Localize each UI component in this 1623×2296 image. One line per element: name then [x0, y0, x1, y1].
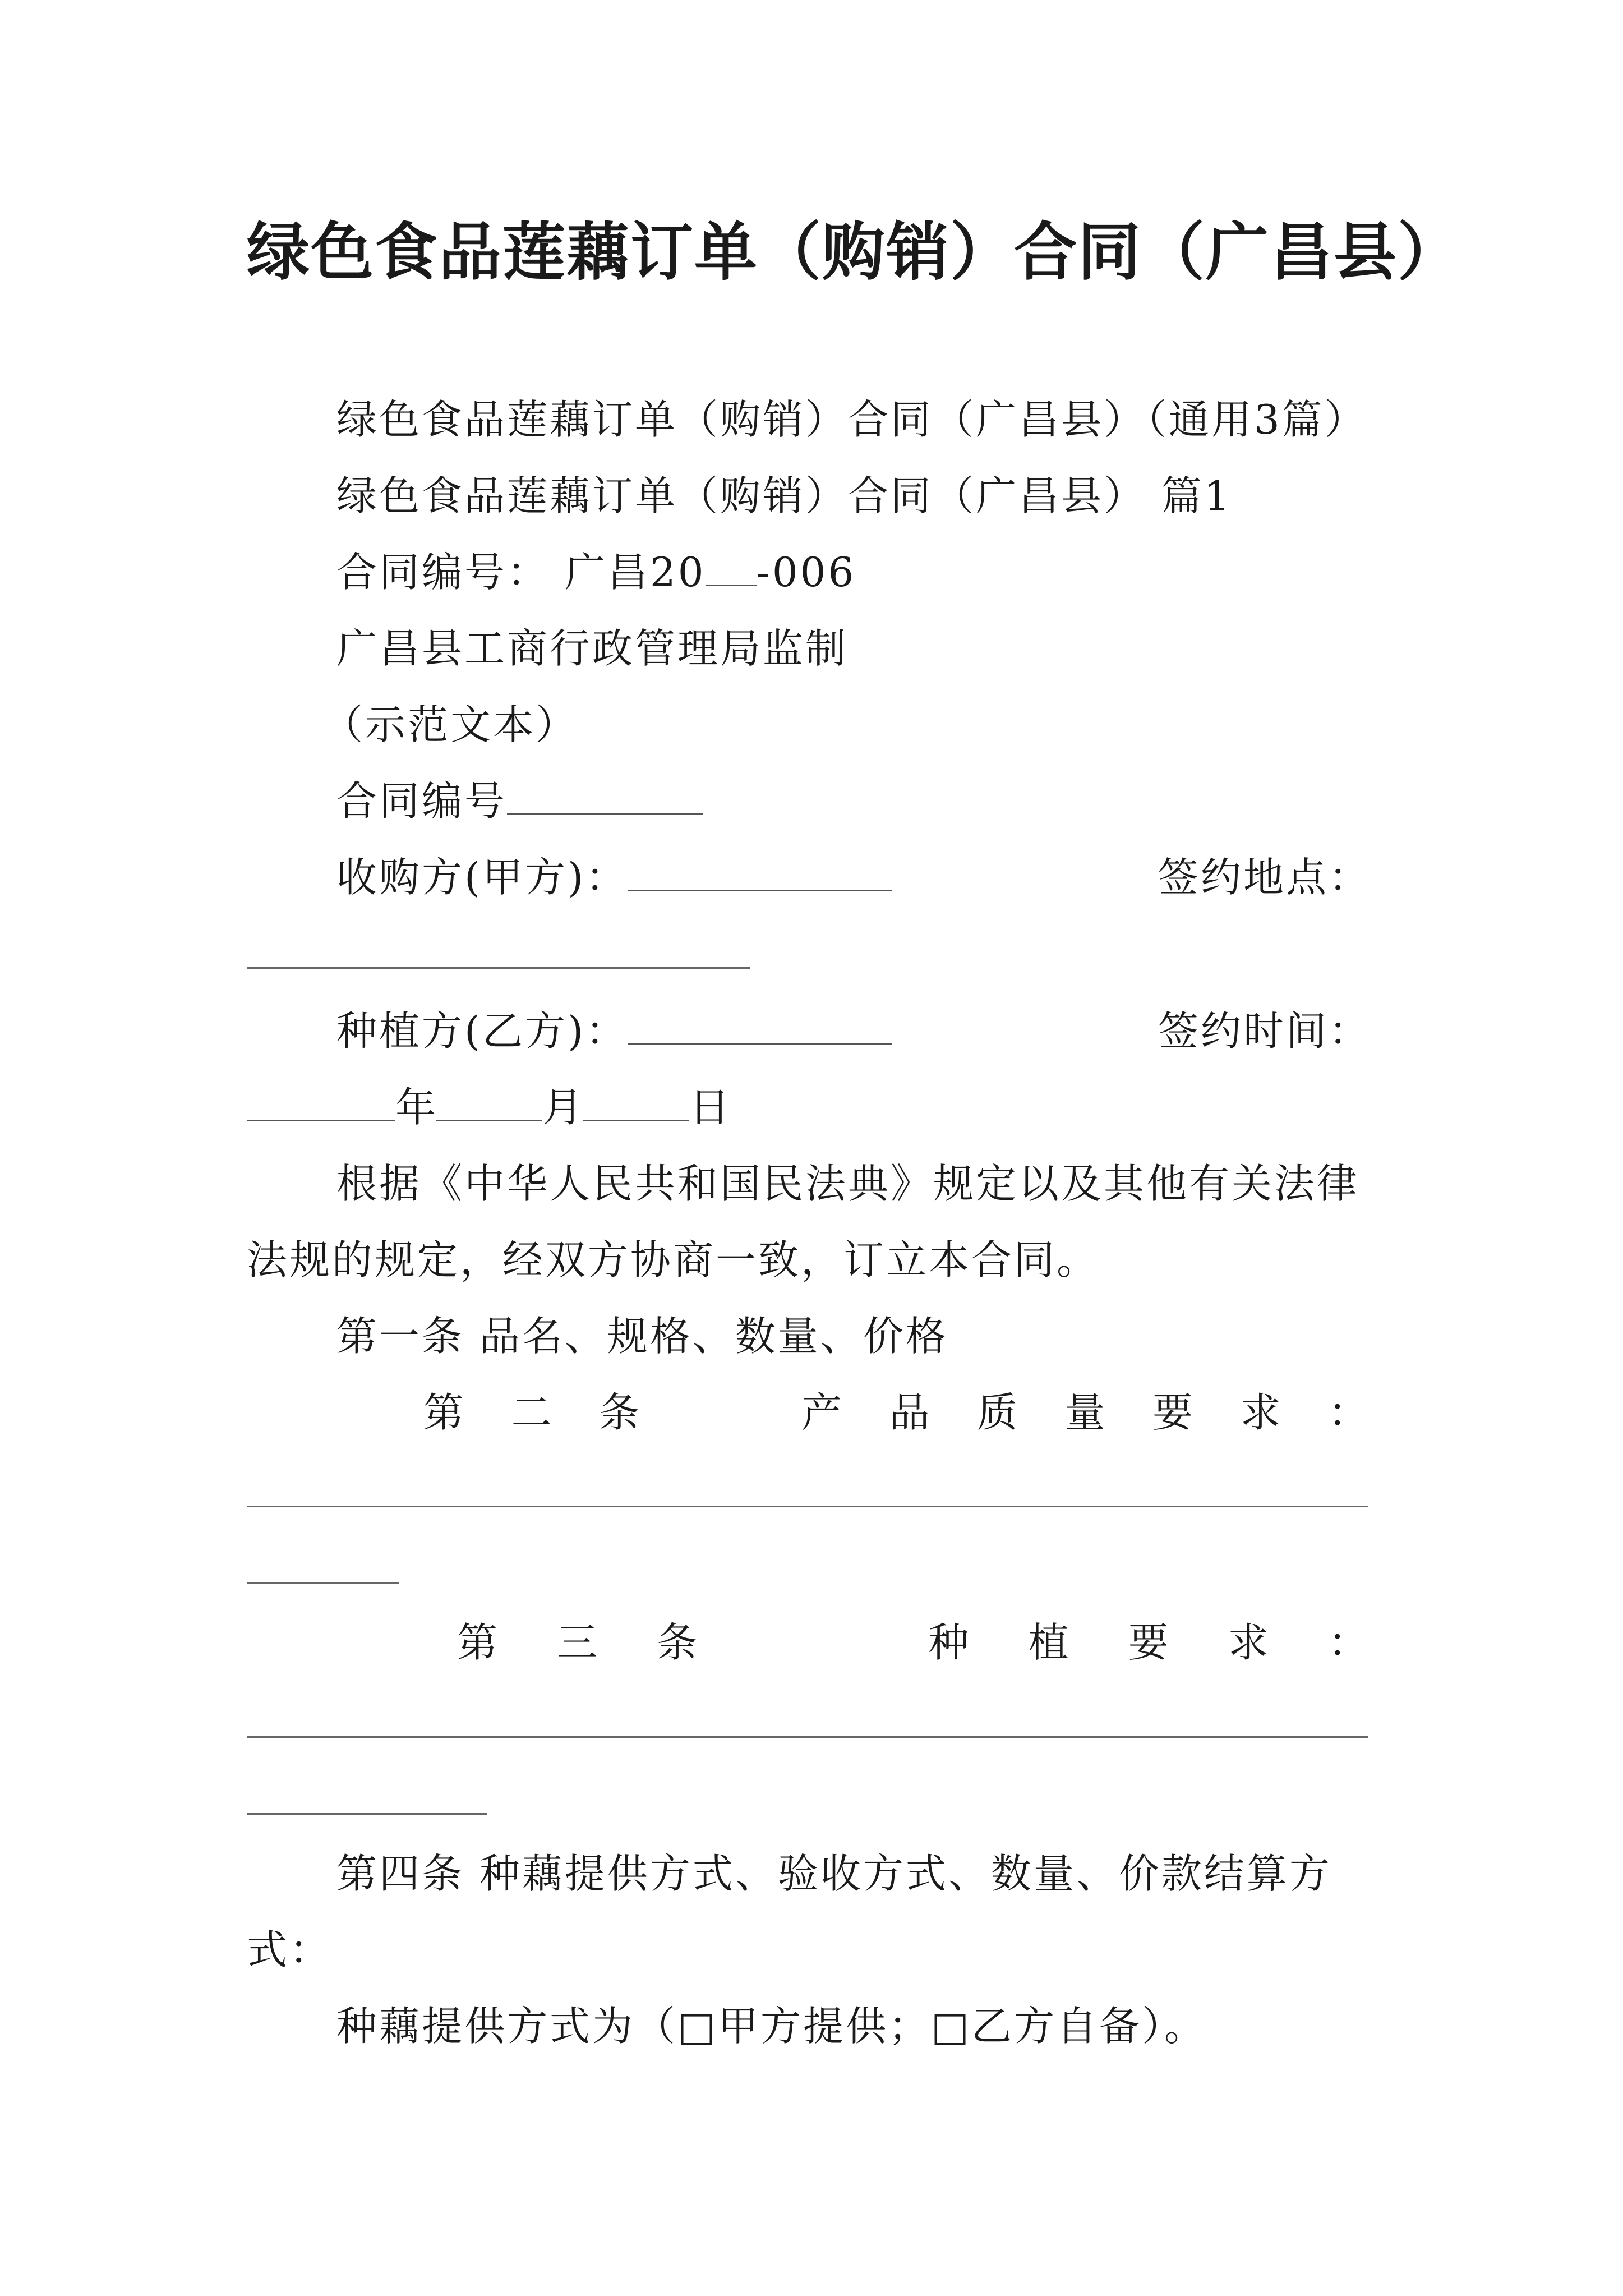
article-2-char: 品 [889, 1389, 930, 1436]
article-1-heading: 第一条 品名、规格、数量、价格 [336, 1313, 948, 1360]
article-2-blank [247, 1506, 1368, 1507]
contract-number-field [336, 769, 703, 827]
article-3-char: 种 [928, 1619, 969, 1666]
article-3-char: 条 [657, 1619, 698, 1666]
article-2-char: 求 [1240, 1389, 1281, 1436]
paragraph-line: 法规的规定，经双方协商一致，订立本合同。 [247, 1236, 1100, 1283]
section-heading: 绿色食品莲藕订单（购销）合同（广昌县） 篇1 [336, 472, 1232, 519]
article-3-gap [757, 1610, 869, 1668]
subtitle-line: 绿色食品莲藕订单（购销）合同（广昌县）（通用3篇） [336, 396, 1367, 443]
article-4-heading: 第四条 种藕提供方式、验收方式、数量、价款结算方 [336, 1850, 1332, 1897]
article-2-char: ： [1327, 1389, 1368, 1436]
paragraph-line: 根据《中华人民共和国民法典》规定以及其他有关法律 [336, 1160, 1360, 1207]
article-2-char: 二 [511, 1389, 552, 1436]
contract-number-field-label: 合同编号 [336, 777, 508, 825]
buyer-blank [628, 852, 892, 891]
article-2-gap [687, 1380, 754, 1438]
day-label: 日 [689, 1084, 730, 1131]
article-3-char: 植 [1028, 1619, 1069, 1666]
contract-number-blank [706, 546, 757, 586]
grower-label: 种植方(乙方)： [336, 1007, 629, 1055]
article-3-char: 求 [1228, 1619, 1269, 1666]
article-3-char: 三 [557, 1619, 598, 1666]
grower-line [336, 999, 892, 1057]
sign-date-line [247, 1075, 730, 1133]
article-2-char: 量 [1064, 1389, 1105, 1436]
contract-number-field-blank [507, 775, 703, 815]
contract-number-label: 合同编号： 广昌20 [336, 549, 706, 596]
article-2-char: 要 [1152, 1389, 1193, 1436]
month-label: 月 [542, 1084, 583, 1131]
sign-place-label: 签约地点： [1158, 854, 1372, 901]
buyer-line [336, 845, 892, 903]
paragraph-line: 种藕提供方式为（□甲方提供；□乙方自备）。 [336, 2003, 1207, 2050]
contract-number-suffix: -006 [756, 549, 856, 596]
sign-time-label: 签约时间： [1158, 1007, 1372, 1055]
year-blank [247, 1082, 395, 1121]
sample-text-line: （示范文本） [322, 701, 579, 748]
article-3-blank [247, 1736, 1368, 1738]
supervisor-line: 广昌县工商行政管理局监制 [336, 625, 849, 672]
article-3-char: 要 [1128, 1619, 1169, 1666]
buyer-label: 收购方(甲方)： [336, 854, 629, 901]
article-3-char: ： [1327, 1619, 1368, 1666]
month-blank [436, 1082, 542, 1121]
article-2-char: 第 [423, 1389, 464, 1436]
article-3-char: 第 [457, 1619, 498, 1666]
sign-place-blank [247, 967, 750, 969]
paragraph-line: 式： [247, 1926, 333, 1973]
article-2-heading [423, 1380, 1368, 1438]
article-3-heading [457, 1610, 1368, 1668]
day-blank [583, 1082, 689, 1121]
contract-number-line [336, 540, 856, 598]
article-2-char: 产 [801, 1389, 842, 1436]
grower-blank [628, 1005, 892, 1045]
article-2-char: 条 [599, 1389, 640, 1436]
article-2-blank [247, 1582, 399, 1584]
article-3-blank [247, 1813, 487, 1815]
year-label: 年 [395, 1084, 436, 1131]
article-2-char: 质 [976, 1389, 1017, 1436]
document-title: 绿色食品莲藕订单（购销）合同（广昌县） [247, 215, 1461, 289]
